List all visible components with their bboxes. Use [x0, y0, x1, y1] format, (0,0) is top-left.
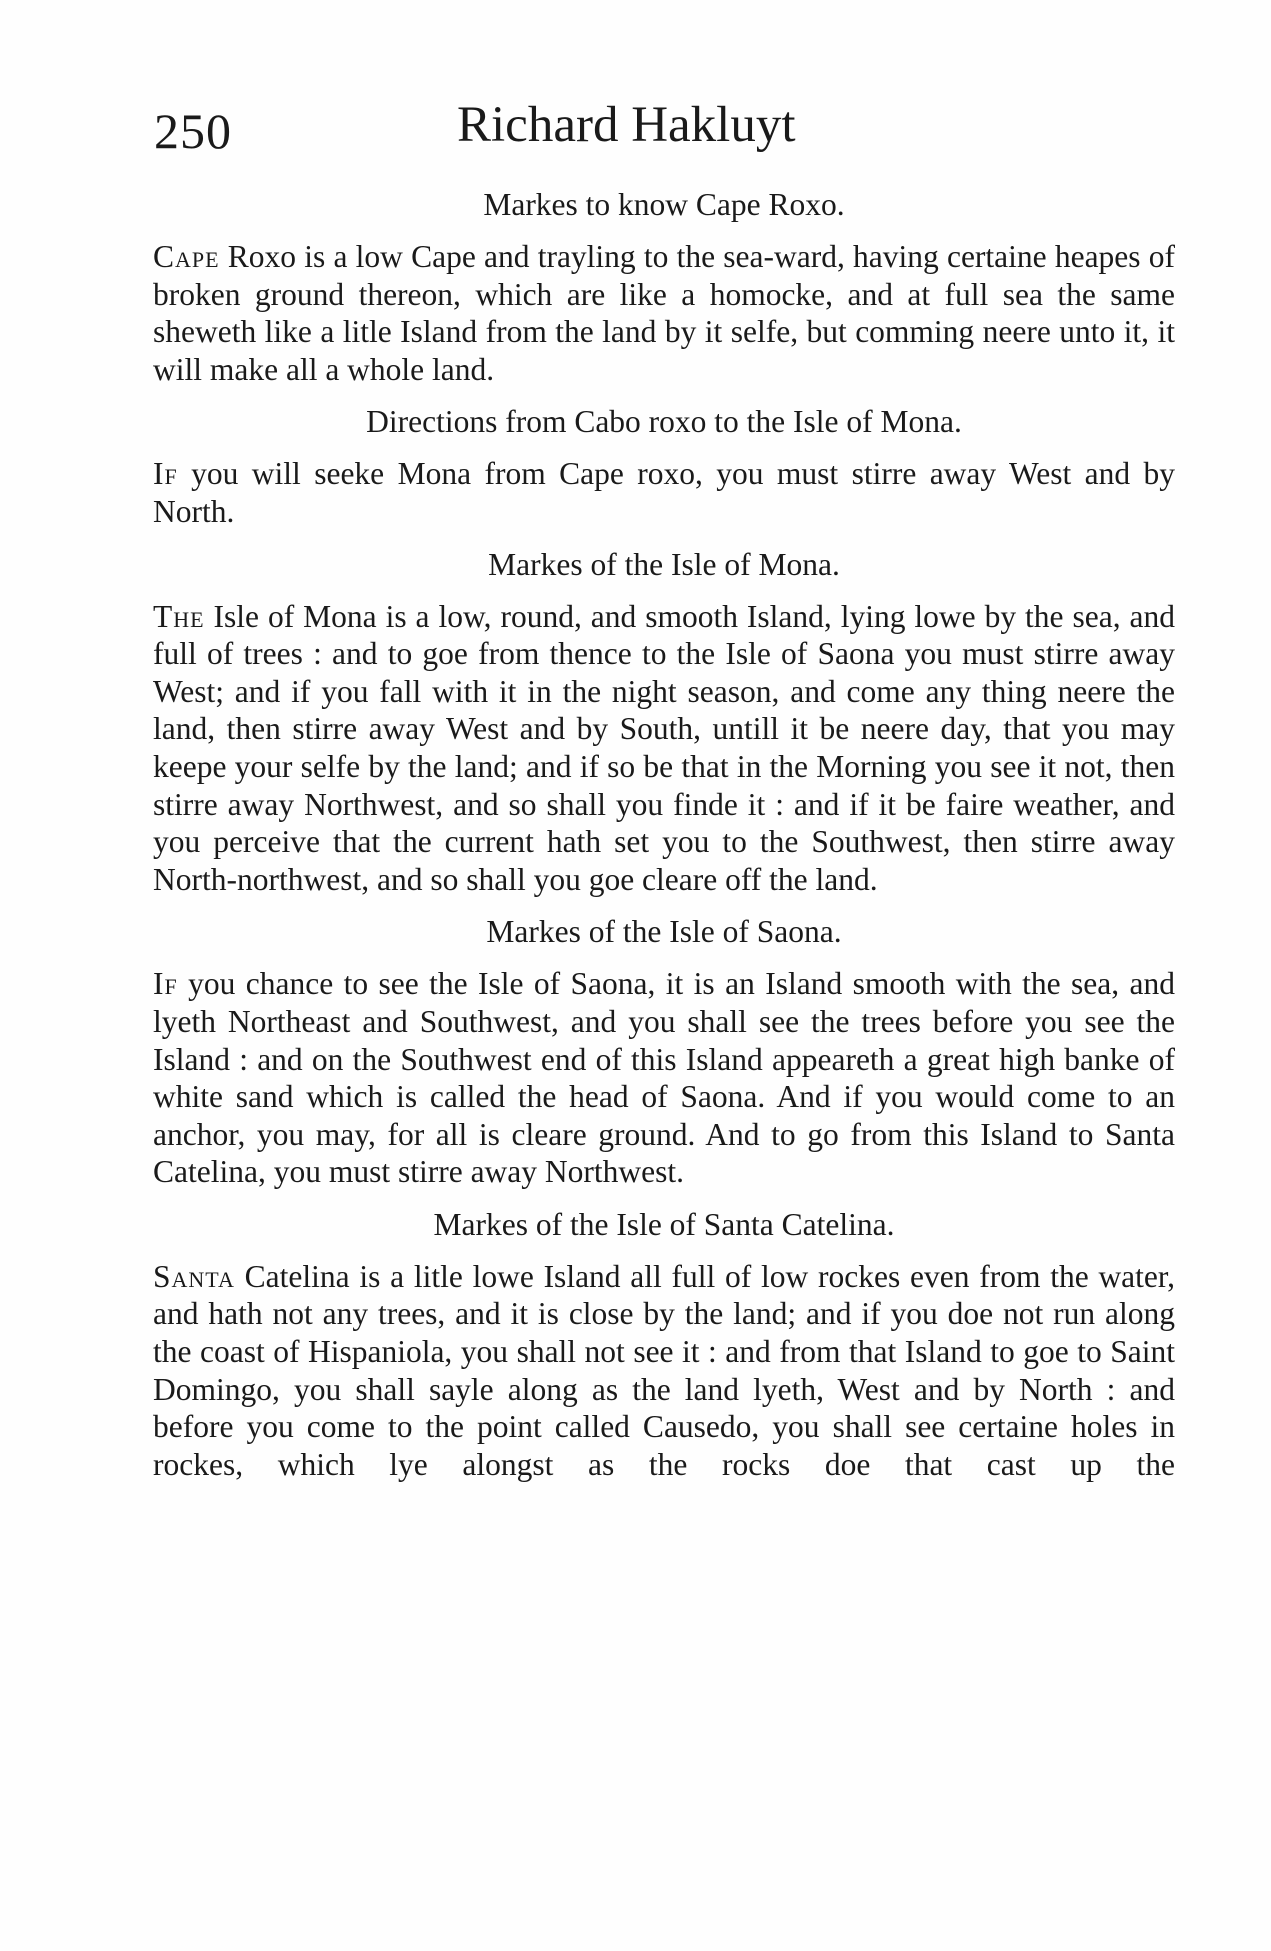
paragraph: [153, 238, 1175, 388]
lead-word: Santa: [153, 1258, 235, 1294]
paragraph-text: you will seeke Mona from Cape roxo, you must stirre away West and by North.: [153, 456, 1175, 529]
paragraph-text: Catelina is a litle lowe Island all full of low rockes even from the water, and hath not any trees, and it is close by the land; and if you doe not run along the coast of Hispaniola, you shall not see it : and from that Island to goe to Saint Domingo, you shall sayle along as the land lyeth, West and by North : and before you come to the point called Causedo, you shall see certaine holes in rockes, which lye alongst as the rocks doe that cast up the: [153, 1258, 1176, 1482]
lead-word: Cape: [153, 239, 220, 274]
paragraph-text: you chance to see the Isle of Saona, it is an Island smooth with the sea, and lyeth Northeast and Southwest, and you shall see the trees before you see the Island : and on the Southwest end of this Island appeareth a great high banke of white sand which is called the head of Saona. And if you would come to an anchor, you may, for all is cleare ground. And to go from this Island to Santa Catelina, you must stirre away Northwest.: [153, 966, 1176, 1190]
section-heading: Markes to know Cape Roxo.: [483, 187, 845, 222]
lead-word: If: [153, 456, 178, 492]
section-santa-catelina: [153, 1206, 1175, 1484]
paragraph: [153, 965, 1175, 1191]
section-heading: Markes of the Isle of Santa Catelina.: [433, 1206, 895, 1242]
lead-word: If: [153, 966, 178, 1002]
page-number: 250: [154, 103, 232, 159]
section-isle-of-mona: [153, 546, 1175, 899]
paragraph: [153, 1258, 1175, 1484]
body-text: [153, 186, 1175, 1498]
section-heading: Markes of the Isle of Saona.: [486, 914, 842, 950]
paragraph: [153, 455, 1175, 530]
section-heading: Directions from Cabo roxo to the Isle of Mona.: [366, 404, 962, 440]
paragraph-text: Isle of Mona is a low, round, and smooth Island, lying lowe by the sea, and full of trees : and to goe from thence to the Isle of Saona you must stirre away West; and if you fall with it in the night season, and come any thing neere the land, then stirre away West and by South, untill it be neere day, that you may keepe your selfe by the land; and if so be that in the Morning you see it not, then stirre away Northwest, and so shall you finde it : and if it be faire weather, and you perceive that the current hath set you to the Southwest, then stirre away North-northwest, and so shall you goe cleare off the land.: [153, 598, 1176, 897]
running-title: Richard Hakluyt: [457, 97, 796, 153]
paragraph-text: Roxo is a low Cape and trayling to the sea-ward, having certaine heapes of broken ground thereon, which are like a homocke, and at full sea the same sheweth like a litle Island from the land by it selfe, but comming neere unto it, it will make all a whole land.: [153, 239, 1175, 387]
section-directions-mona: [153, 403, 1175, 530]
section-cape-roxo: [153, 186, 1175, 388]
running-head: [154, 96, 1174, 176]
section-heading: Markes of the Isle of Mona.: [488, 546, 840, 582]
lead-word: The: [153, 598, 205, 634]
section-isle-of-saona: [153, 913, 1175, 1191]
paragraph: [153, 598, 1175, 899]
